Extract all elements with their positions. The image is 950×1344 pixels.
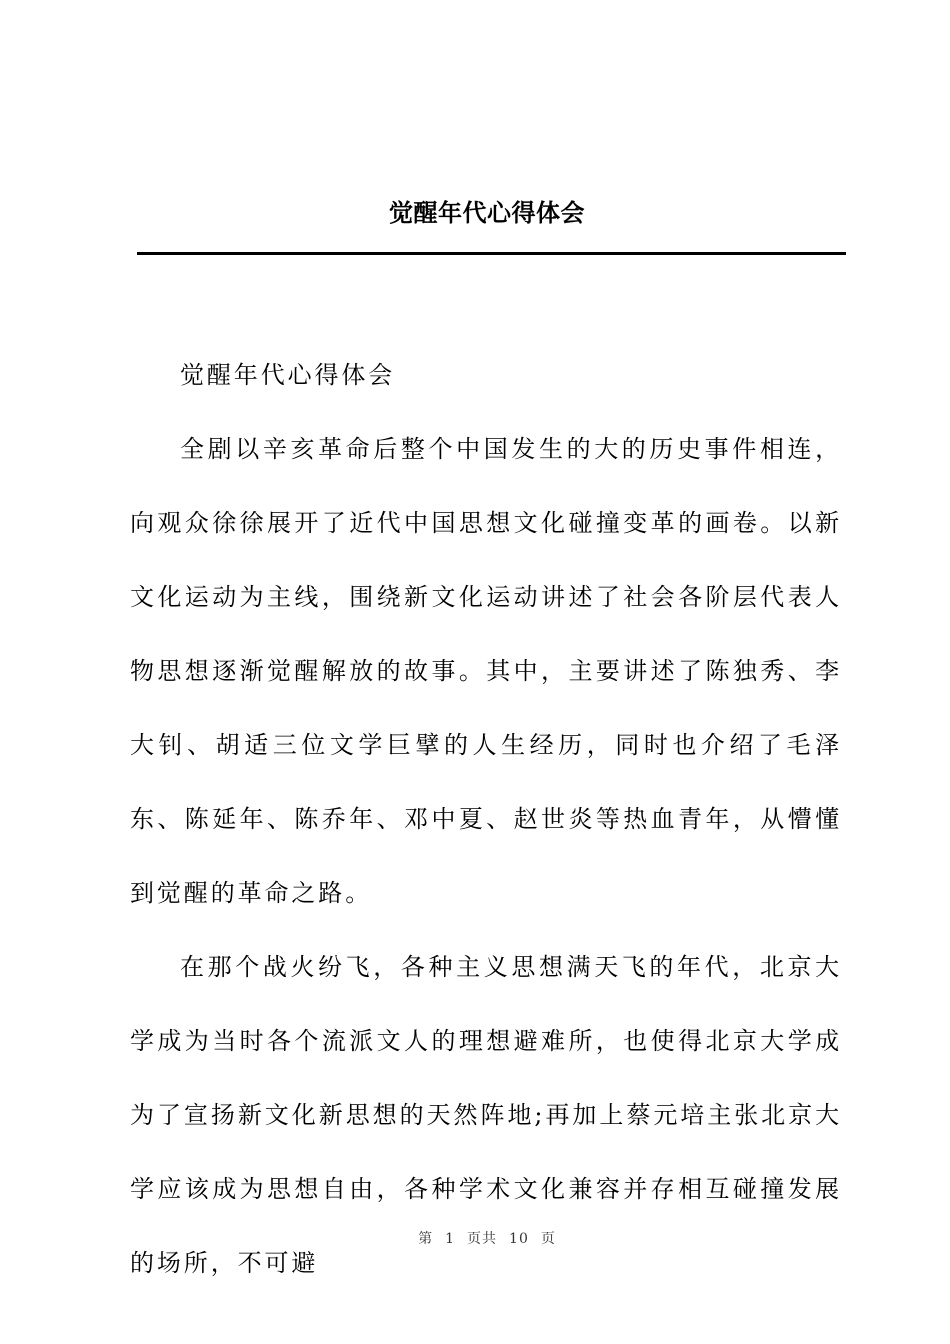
title-divider xyxy=(137,252,846,255)
page-footer xyxy=(0,1228,950,1248)
footer-label-of: 页共 xyxy=(467,1231,498,1247)
paragraph-heading: 觉醒年代心得体会 xyxy=(180,361,396,389)
document-body xyxy=(130,338,842,1300)
footer-label-pages: 页 xyxy=(540,1231,556,1247)
footer-current-page: 1 xyxy=(445,1231,456,1247)
footer-total-pages: 10 xyxy=(509,1231,529,1247)
footer-label-page: 第 xyxy=(418,1231,434,1247)
paragraph: 全剧以辛亥革命后整个中国发生的大的历史事件相连，向观众徐徐展开了近代中国思想文化碰撞变革的画卷。以新文化运动为主线，围绕新文化运动讲述了社会各阶层代表人物思想逐渐觉醒解放的故事。其中，主要讲述了陈独秀、李大钊、胡适三位文学巨擘的人生经历，同时也介绍了毛泽东、陈延年、陈乔年、邓中夏、赵世炎等热血青年，从懵懂到觉醒的革命之路。 xyxy=(130,435,842,907)
paragraph: 在那个战火纷飞，各种主义思想满天飞的年代，北京大学成为当时各个流派文人的理想避难所，也使得北京大学成为了宣扬新文化新思想的天然阵地;再加上蔡元培主张北京大学应该成为思想自由，各种学术文化兼容并存相互碰撞发展的场所，不可避 xyxy=(130,953,842,1277)
document-title: 觉醒年代心得体会 xyxy=(389,199,585,227)
